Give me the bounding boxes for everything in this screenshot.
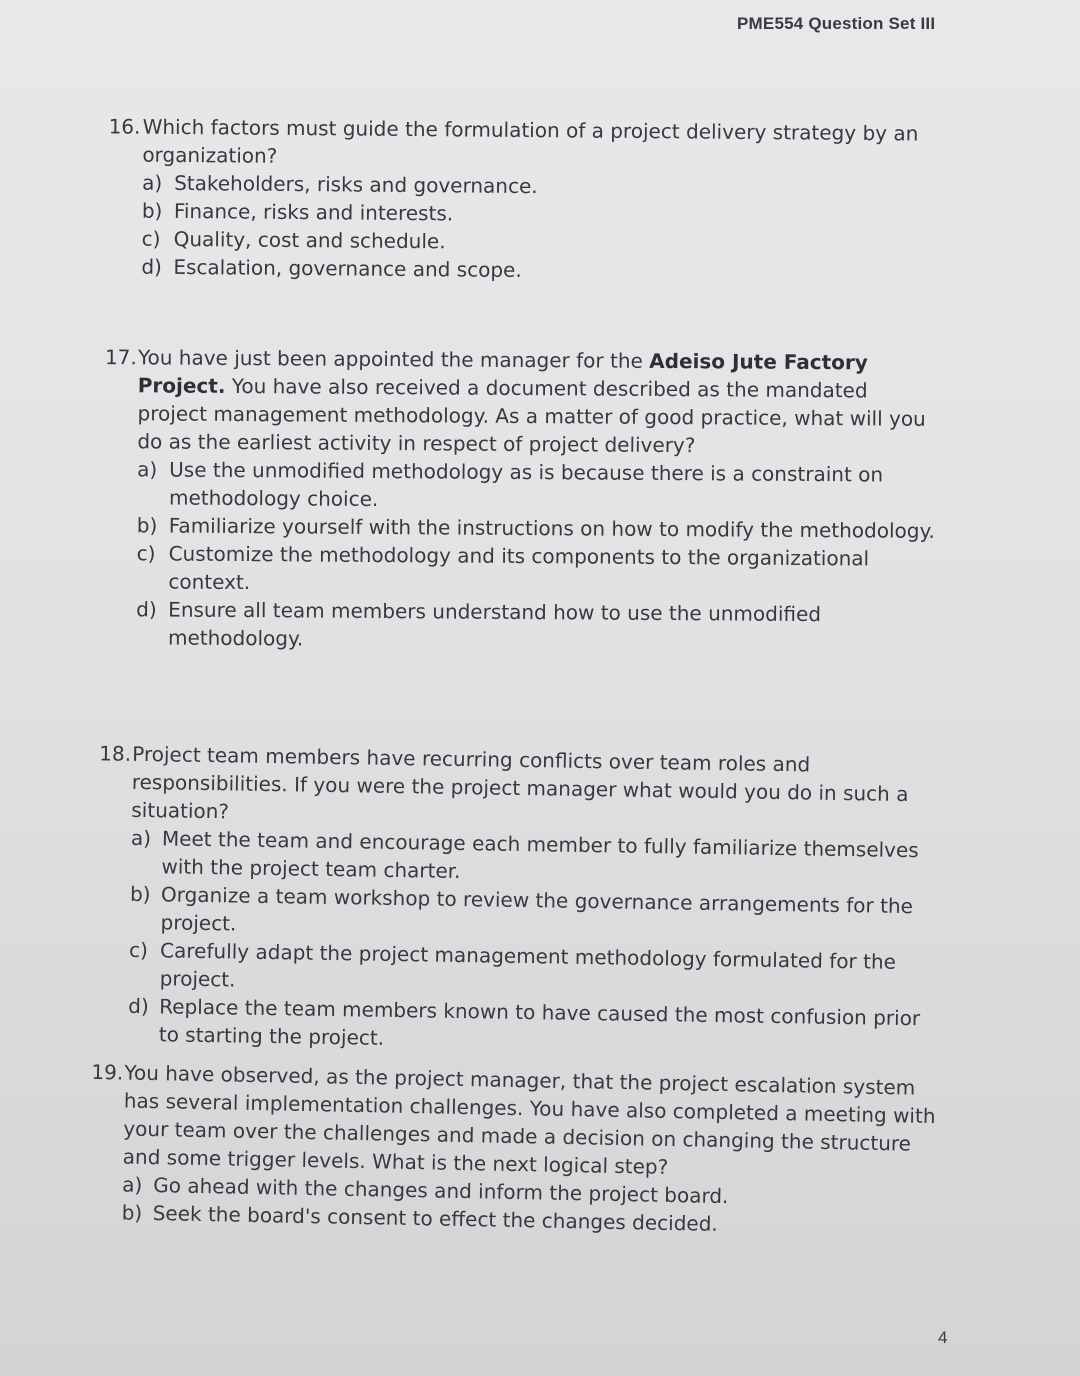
question-number: 16. [108,114,141,139]
question-number: 19. [91,1059,124,1085]
question-17 [103,343,943,657]
option-a: a) Go ahead with the changes and inform the project board. [122,1172,729,1209]
option-a: a) Use the unmodified methodology as is because there is a constraint on methodology choice. [137,457,884,511]
question-text: You have observed, as the project manager, that the project escalation system has several implementation challenges. You have also completed a meeting with your team over the challenges and made a decision on changing the structure and some trigger levels. What is the next logical step? [122,1060,936,1179]
option-a: a) Stakeholders, risks and governance. [142,170,538,199]
option-c: c) Carefully adapt the project management methodology formulated for the project. [128,937,897,992]
option-d: d) Replace the team members known to have caused the most confusion prior to starting the project. [128,993,921,1050]
option-d: d) Ensure all team members understand how to use the unmodified methodology. [136,597,822,651]
question-text: You have just been appointed the manager for the Adeiso Jute Factory Project. You have also received a document described as the mandated project management methodology. As a matter of good practice, what will you do as the earliest activity in respect of project delivery? [137,345,926,458]
page-header-title: PME554 Question Set III [737,14,936,33]
option-b: b) Finance, risks and interests. [141,198,454,226]
question-number: 17. [104,345,137,370]
option-a: a) Meet the team and encourage each member to fully familiarize themselves with the project team charter. [130,825,919,884]
option-c: c) Customize the methodology and its components to the organizational context. [136,541,870,595]
option-b: b) Familiarize yourself with the instructions on how to modify the methodology. [136,513,935,543]
question-18 [95,739,950,1060]
option-b: b) Organize a team workshop to review the governance arrangements for the project. [129,881,914,936]
option-b: b) Seek the board's consent to effect the changes decided. [121,1200,719,1236]
question-text: Project team members have recurring conflicts over team roles and responsibilities. If you were the project manager what would you do in such a situation? [131,741,909,824]
page-number: 4 [938,1328,948,1347]
question-number: 18. [99,741,132,766]
question-16 [107,112,943,287]
project-name-bold: Adeiso Jute Factory Project. [137,348,868,398]
question-text: Which factors must guide the formulation of a project delivery strategy by an organization? [142,114,919,168]
question-19 [88,1058,941,1242]
option-d: d) Escalation, governance and scope. [141,254,522,282]
option-c: c) Quality, cost and schedule. [141,226,446,254]
